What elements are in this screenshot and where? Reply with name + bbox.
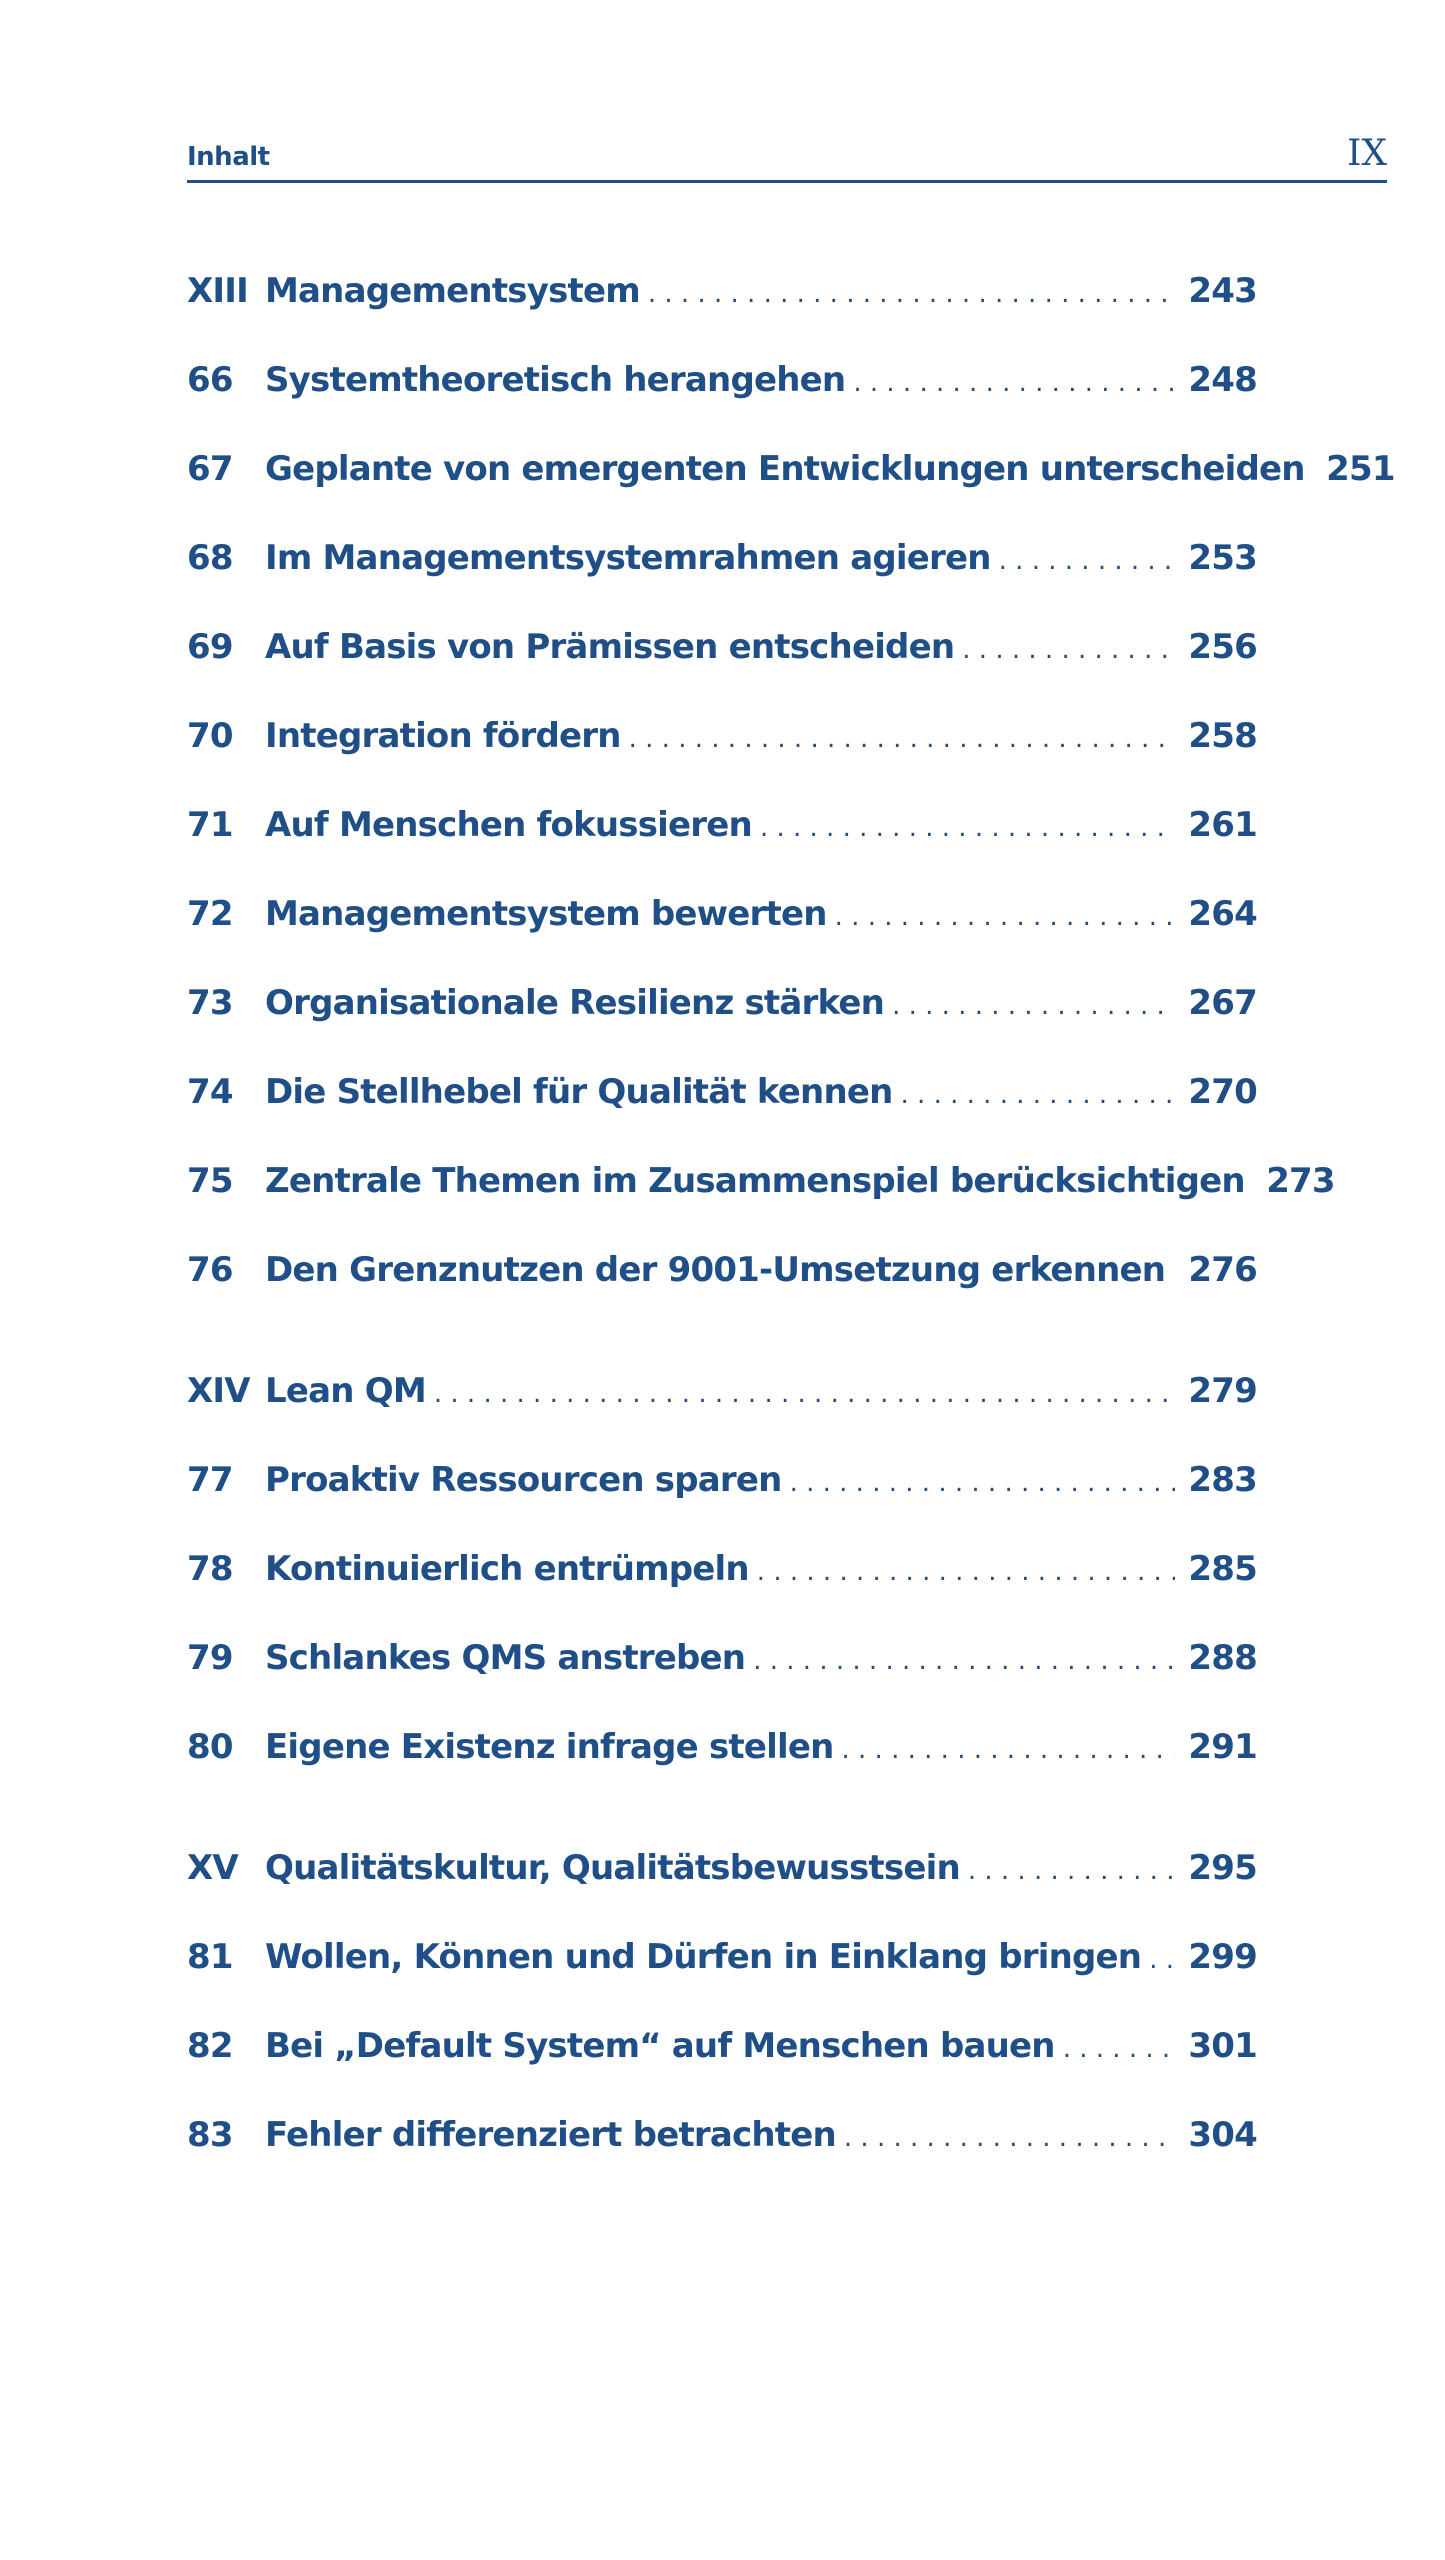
toc-chapter-entry[interactable] [187, 1613, 1257, 1702]
toc-entry-page: 285 [1188, 1548, 1257, 1589]
header-page-number: IX [1347, 133, 1387, 174]
toc-entry-title: Kontinuierlich entrümpeln [265, 1548, 749, 1589]
toc-entry-number: 79 [187, 1637, 233, 1678]
toc-dot-leader [629, 718, 1175, 754]
toc-chapter-entry[interactable] [187, 2090, 1257, 2179]
toc-entry-number: XIII [187, 270, 248, 311]
toc-dot-leader [434, 1373, 1175, 1409]
toc-dot-leader [968, 1850, 1175, 1886]
toc-entry-page: 258 [1188, 715, 1257, 756]
running-header [187, 130, 1387, 183]
toc-entry-title: Proaktiv Ressourcen sparen [265, 1459, 782, 1500]
toc-entry-number: 77 [187, 1459, 233, 1500]
toc-entry-title: Den Grenznutzen der 9001-Umsetzung erkennen [265, 1249, 1166, 1290]
toc-chapter-entry[interactable] [187, 1225, 1257, 1314]
toc-entry-page: 251 [1326, 448, 1395, 489]
toc-chapter-entry[interactable] [187, 513, 1257, 602]
toc-chapter-entry[interactable] [187, 424, 1395, 513]
toc-dot-leader [842, 1729, 1176, 1765]
toc-entry-page: 267 [1188, 982, 1257, 1023]
toc-entry-page: 270 [1188, 1071, 1257, 1112]
toc-entry-number: 68 [187, 537, 233, 578]
toc-chapter-entry[interactable] [187, 691, 1257, 780]
toc-entry-number: XIV [187, 1370, 250, 1411]
toc-chapter-entry[interactable] [187, 1524, 1257, 1613]
toc-dot-leader [844, 2117, 1175, 2153]
toc-entry-page: 256 [1188, 626, 1257, 667]
toc-entry-number: 69 [187, 626, 233, 667]
toc-entry-page: 283 [1188, 1459, 1257, 1500]
toc-chapter-entry[interactable] [187, 958, 1257, 1047]
toc-chapter-entry[interactable] [187, 1435, 1257, 1524]
toc-entry-page: 279 [1188, 1370, 1257, 1411]
toc-entry-number: 74 [187, 1071, 233, 1112]
toc-entry-number: 73 [187, 982, 233, 1023]
toc-dot-leader [757, 1551, 1175, 1587]
toc-entry-number: 70 [187, 715, 233, 756]
toc-entry-page: 299 [1188, 1936, 1257, 1977]
toc-dot-leader [901, 1074, 1175, 1110]
toc-dot-leader [648, 273, 1175, 309]
toc-entry-number: 66 [187, 359, 233, 400]
toc-entry-number: 83 [187, 2114, 233, 2155]
toc-entry-title: Bei „Default System“ auf Menschen bauen [265, 2025, 1055, 2066]
toc-dot-leader [999, 540, 1175, 576]
toc-part-entry[interactable] [187, 1346, 1257, 1435]
toc-entry-number: 80 [187, 1726, 233, 1767]
toc-entry-page: 253 [1188, 537, 1257, 578]
toc-entry-page: 288 [1188, 1637, 1257, 1678]
toc-dot-leader [760, 807, 1175, 843]
table-of-contents [187, 246, 1395, 2179]
toc-entry-title: Fehler differenziert betrachten [265, 2114, 836, 2155]
toc-entry-page: 273 [1266, 1160, 1335, 1201]
toc-entry-title: Schlankes QMS anstreben [265, 1637, 746, 1678]
toc-entry-title: Auf Basis von Prämissen entscheiden [265, 626, 955, 667]
header-section-title: Inhalt [187, 142, 270, 172]
toc-entry-title: Wollen, Können und Dürfen in Einklang bringen [265, 1936, 1142, 1977]
toc-entry-title: Im Managementsystemrahmen agieren [265, 537, 991, 578]
toc-dot-leader [1149, 1939, 1175, 1975]
toc-entry-title: Managementsystem bewerten [265, 893, 827, 934]
toc-entry-page: 261 [1188, 804, 1257, 845]
toc-entry-title: Managementsystem [265, 270, 640, 311]
toc-chapter-entry[interactable] [187, 780, 1257, 869]
toc-entry-page: 291 [1188, 1726, 1257, 1767]
toc-entry-title: Zentrale Themen im Zusammenspiel berücksichtigen [265, 1160, 1245, 1201]
toc-entry-number: 71 [187, 804, 233, 845]
toc-chapter-entry[interactable] [187, 2001, 1257, 2090]
toc-entry-title: Lean QM [265, 1370, 426, 1411]
toc-dot-leader [853, 362, 1175, 398]
toc-chapter-entry[interactable] [187, 335, 1257, 424]
toc-chapter-entry[interactable] [187, 869, 1257, 958]
toc-entry-title: Eigene Existenz infrage stellen [265, 1726, 834, 1767]
toc-entry-number: 67 [187, 448, 233, 489]
toc-entry-page: 301 [1188, 2025, 1257, 2066]
toc-entry-title: Die Stellhebel für Qualität kennen [265, 1071, 893, 1112]
toc-dot-leader [835, 896, 1175, 932]
toc-entry-number: 75 [187, 1160, 233, 1201]
toc-dot-leader [892, 985, 1175, 1021]
toc-chapter-entry[interactable] [187, 602, 1257, 691]
toc-chapter-entry[interactable] [187, 1702, 1257, 1791]
toc-entry-number: XV [187, 1847, 238, 1888]
toc-entry-title: Qualitätskultur, Qualitätsbewusstsein [265, 1847, 960, 1888]
toc-entry-title: Systemtheoretisch herangehen [265, 359, 846, 400]
toc-entry-page: 243 [1188, 270, 1257, 311]
toc-entry-page: 264 [1188, 893, 1257, 934]
toc-entry-title: Geplante von emergenten Entwicklungen unterscheiden [265, 448, 1305, 489]
toc-part-entry[interactable] [187, 1823, 1257, 1912]
toc-entry-number: 78 [187, 1548, 233, 1589]
toc-chapter-entry[interactable] [187, 1047, 1257, 1136]
toc-entry-title: Integration fördern [265, 715, 621, 756]
toc-dot-leader [962, 629, 1175, 665]
toc-entry-number: 72 [187, 893, 233, 934]
toc-chapter-entry[interactable] [187, 1136, 1335, 1225]
toc-chapter-entry[interactable] [187, 1912, 1257, 2001]
toc-dot-leader [753, 1640, 1175, 1676]
toc-entry-page: 295 [1188, 1847, 1257, 1888]
toc-entry-page: 304 [1188, 2114, 1257, 2155]
toc-entry-number: 76 [187, 1249, 233, 1290]
toc-dot-leader [1063, 2028, 1175, 2064]
toc-entry-page: 276 [1188, 1249, 1257, 1290]
toc-part-entry[interactable] [187, 246, 1257, 335]
toc-dot-leader [790, 1462, 1175, 1498]
toc-entry-number: 81 [187, 1936, 233, 1977]
toc-entry-title: Organisationale Resilienz stärken [265, 982, 885, 1023]
toc-entry-number: 82 [187, 2025, 233, 2066]
toc-entry-title: Auf Menschen fokussieren [265, 804, 752, 845]
toc-entry-page: 248 [1188, 359, 1257, 400]
